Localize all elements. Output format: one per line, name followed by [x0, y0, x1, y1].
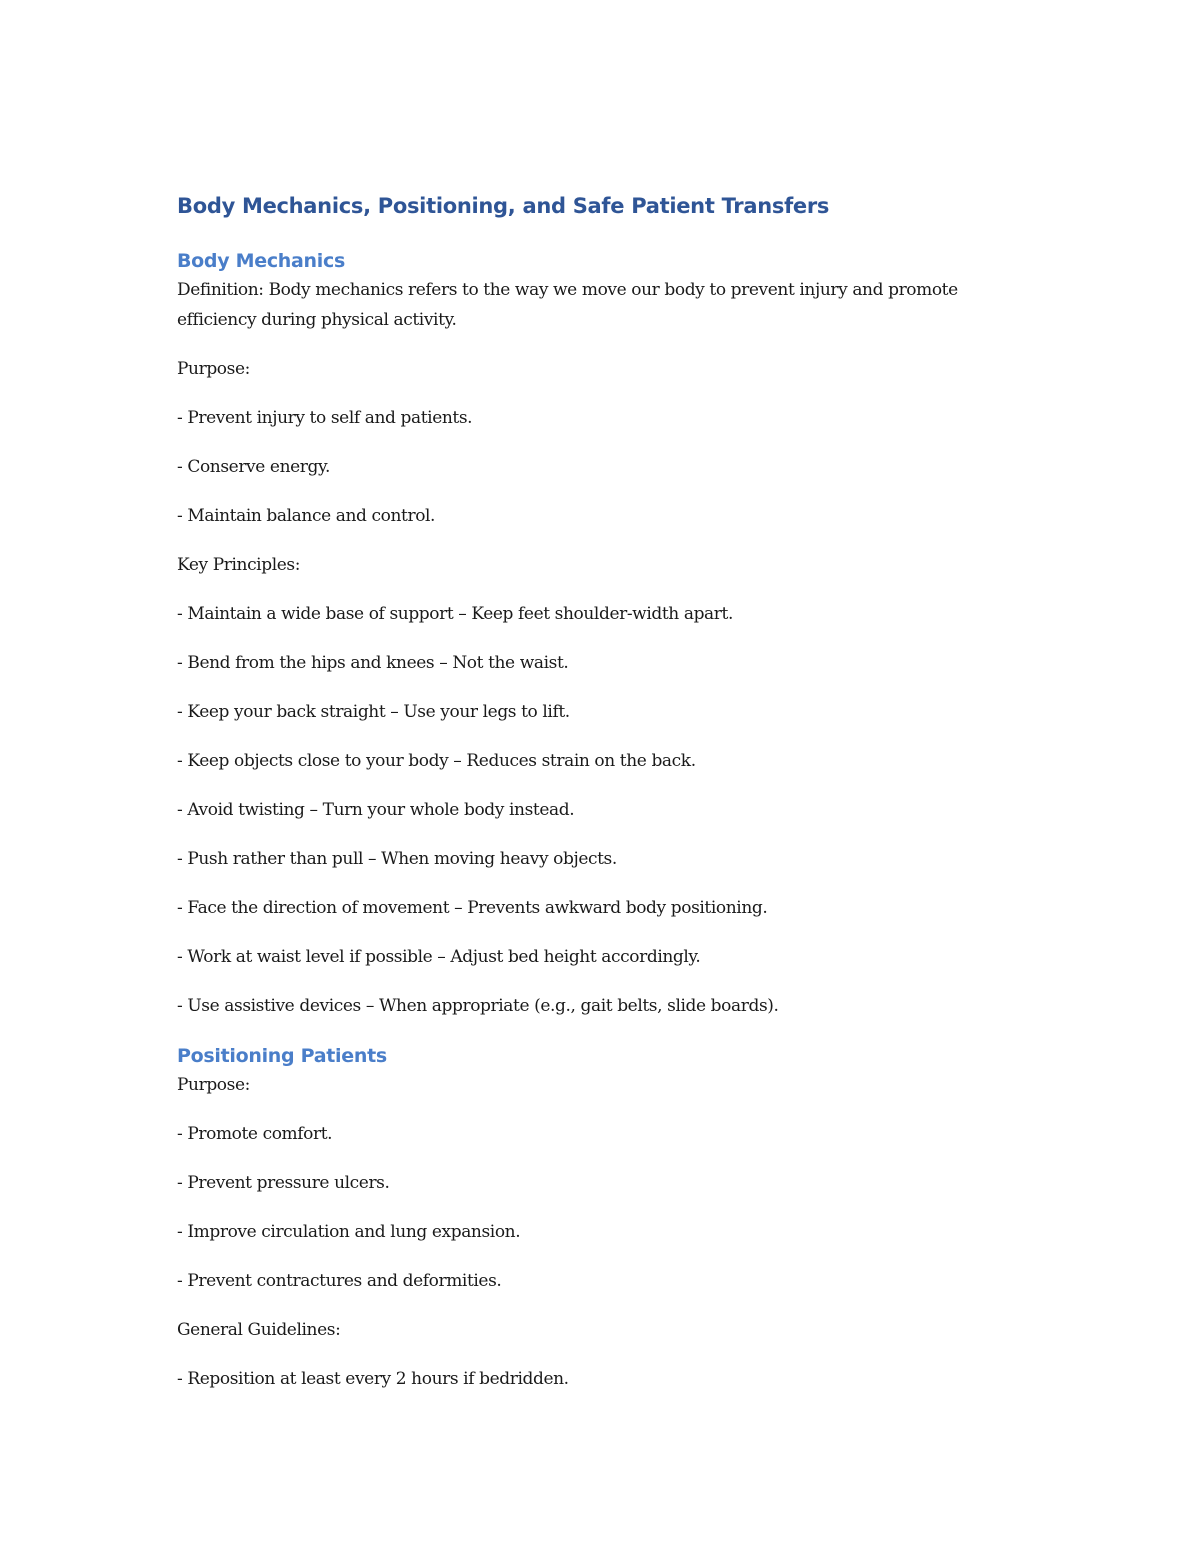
list-item: - Prevent contractures and deformities. [177, 1271, 502, 1291]
list-item: - Avoid twisting – Turn your whole body instead. [177, 799, 575, 820]
list-item: - Bend from the hips and knees – Not the waist. [177, 652, 569, 673]
purpose-label: Purpose: [177, 1075, 250, 1095]
list-item: - Face the direction of movement – Prevents awkward body positioning. [177, 897, 768, 918]
list-item: - Improve circulation and lung expansion. [177, 1222, 521, 1242]
list-item: - Maintain balance and control. [177, 505, 436, 526]
section-heading-body-mechanics: Body Mechanics [177, 250, 345, 272]
purpose-label: Purpose: [177, 358, 250, 379]
document-title: Body Mechanics, Positioning, and Safe Patient Transfers [177, 194, 830, 218]
list-item: - Prevent injury to self and patients. [177, 407, 473, 428]
list-item: - Keep objects close to your body – Reduces strain on the back. [177, 750, 696, 771]
list-item: - Conserve energy. [177, 456, 330, 477]
list-item: - Promote comfort. [177, 1124, 333, 1144]
document-content [177, 190, 1027, 1395]
list-item: - Keep your back straight – Use your legs to lift. [177, 701, 570, 722]
list-item: - Reposition at least every 2 hours if bedridden. [177, 1369, 569, 1389]
definition-paragraph: Definition: Body mechanics refers to the way we move our body to prevent injury and promote efficiency during physical activity. [177, 280, 958, 330]
section-heading-positioning-patients: Positioning Patients [177, 1045, 387, 1067]
list-item: - Prevent pressure ulcers. [177, 1173, 390, 1193]
list-item: - Work at waist level if possible – Adjust bed height accordingly. [177, 946, 701, 967]
general-guidelines-label: General Guidelines: [177, 1320, 341, 1340]
list-item: - Push rather than pull – When moving heavy objects. [177, 848, 617, 869]
key-principles-label: Key Principles: [177, 554, 301, 575]
list-item: - Maintain a wide base of support – Keep feet shoulder-width apart. [177, 603, 733, 624]
list-item: - Use assistive devices – When appropriate (e.g., gait belts, slide boards). [177, 995, 779, 1016]
